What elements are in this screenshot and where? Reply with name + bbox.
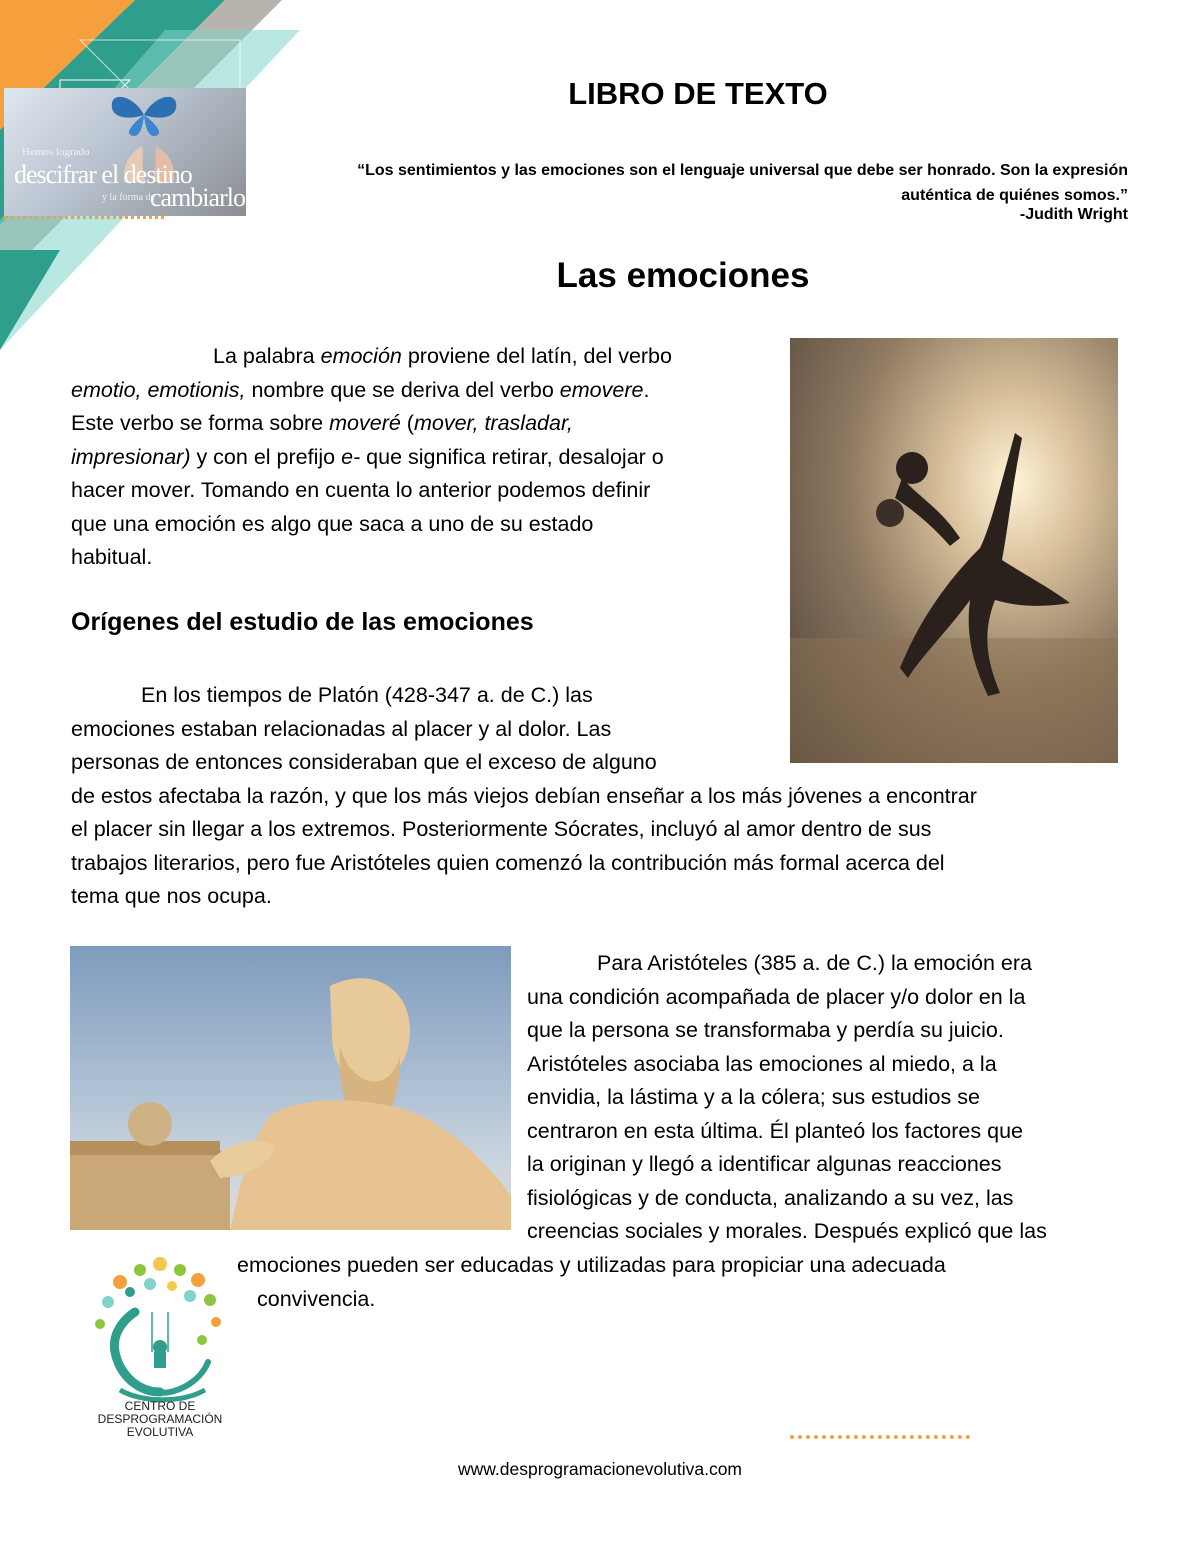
footer-website-link[interactable]: www.desprogramacionevolutiva.com <box>457 1459 743 1479</box>
dotted-divider-left <box>4 216 164 219</box>
banner-line-2: descifrar el destino <box>14 160 192 189</box>
banner-line-1: Hemos logrado <box>22 146 90 158</box>
banner-line-3: y la forma de <box>102 192 156 203</box>
dotted-divider-right <box>790 1435 970 1439</box>
statue-illustration <box>70 946 511 1230</box>
quote-line-1: “Los sentimientos y las emociones son el lenguaje universal que debe ser honrado. Son la expresión <box>357 162 1128 179</box>
aristotle-statue-photo <box>70 946 511 1230</box>
aristotle-paragraph-end: emociones pueden ser educadas y utilizadas para propiciar una adecuada convivencia. <box>237 1253 946 1311</box>
aristotle-paragraph: Para Aristóteles (385 a. de C.) la emoción era una condición acompañada de placer y/o dolor en la que la persona se transformaba y perdía su juicio. Aristóteles asociaba las emociones al miedo, a la envidia, la lástima y a la cólera; sus estudios se centraron en esta última. Él planteó los factores que la originan y llegó a identificar algunas reacciones fisiológicas y de conducta, analizando a su vez, las creencias sociales y morales. Después explicó que las <box>527 951 1047 1243</box>
logo-wordmark: CENTRO DE DESPROGRAMACIÓN EVOLUTIVA <box>97 1399 223 1439</box>
banner-line-4: cambiarlo <box>150 183 245 212</box>
quote-line-2: auténtica de quiénes somos.” <box>901 187 1128 204</box>
document-title: LIBRO DE TEXTO <box>568 76 828 111</box>
origins-paragraph: En los tiempos de Platón (428-347 a. de C.) las emociones estaban relacionadas al placer y al dolor. Las personas de entonces consideraban que el exceso de alguno de estos afectaba la razón, y que los más viejos debían enseñar a los más jóvenes a encontrar el placer sin llegar a los extremos. Posteriormente Sócrates, incluyó al amor dentro de sus trabajos literarios, pero fue Aristóteles quien comenzó la contribución más formal acerca del tema que nos ocupa. <box>71 683 977 908</box>
main-heading: Las emociones <box>556 256 810 295</box>
intro-paragraph: La palabra emoción proviene del latín, del verbo emotio, emotionis, nombre que se deriva del verbo emovere. Este verbo se forma sobre moveré (mover, trasladar, impresionar) y con el prefijo e- que significa retirar, desalojar o hacer mover. Tomando en cuenta lo anterior podemos definir que una emoción es algo que saca a uno de su estado habitual. <box>71 344 672 569</box>
origins-subheading: Orígenes del estudio de las emociones <box>71 608 534 636</box>
quote-author: -Judith Wright <box>1019 206 1128 223</box>
epigraph-quote <box>268 158 1128 208</box>
